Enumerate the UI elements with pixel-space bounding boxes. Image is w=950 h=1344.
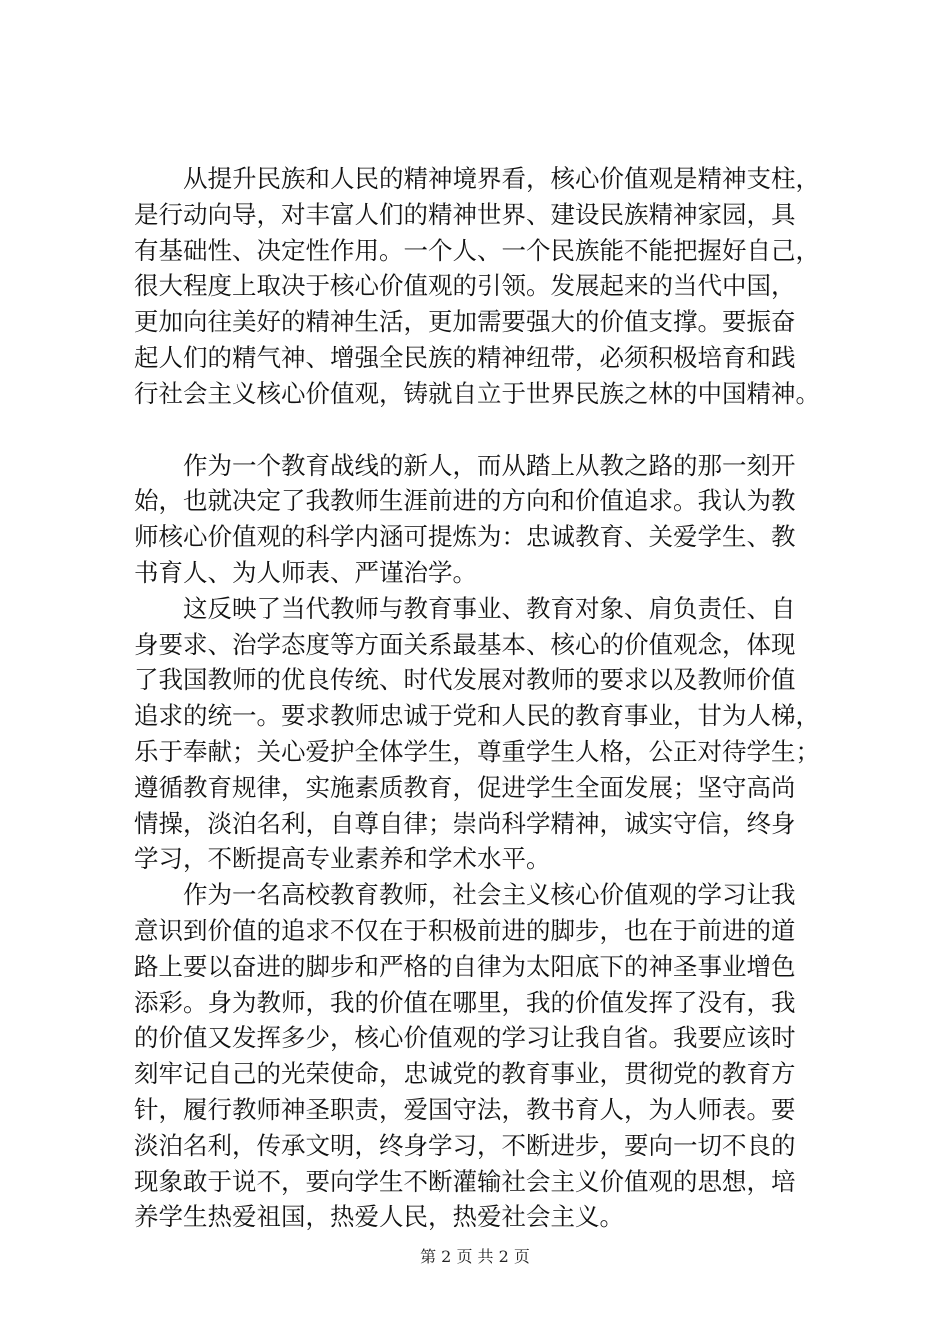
text-line: 从提升民族和人民的精神境界看，核心价值观是精神支柱， bbox=[183, 164, 820, 193]
paragraph-2 bbox=[134, 448, 850, 591]
text-line: 师核心价值观的科学内涵可提炼为：忠诚教育、关爱学生、教 bbox=[134, 522, 796, 552]
text-line: 这反映了当代教师与教育事业、教育对象、肩负责任、自 bbox=[183, 593, 796, 623]
paragraph-1 bbox=[134, 161, 850, 412]
text-line: 作为一名高校教育教师，社会主义核心价值观的学习让我 bbox=[183, 880, 796, 910]
text-line: 有基础性、决定性作用。一个人、一个民族能不能把握好自己， bbox=[134, 235, 820, 265]
text-line: 添彩。身为教师，我的价值在哪里，我的价值发挥了没有，我 bbox=[134, 987, 796, 1017]
text-line: 很大程度上取决于核心价值观的引领。发展起来的当代中国， bbox=[134, 271, 796, 301]
text-line: 起人们的精气神、增强全民族的精神纽带，必须积极培育和践 bbox=[134, 342, 796, 372]
text-line: 了我国教师的优良传统、时代发展对教师的要求以及教师价值 bbox=[134, 665, 796, 695]
text-line: 行社会主义核心价值观，铸就自立于世界民族之林的中国精神。 bbox=[134, 378, 820, 408]
text-line: 追求的统一。要求教师忠诚于党和人民的教育事业，甘为人梯， bbox=[134, 701, 820, 731]
text-line: 是行动向导，对丰富人们的精神世界、建设民族精神家园，具 bbox=[134, 199, 796, 229]
text-line: 淡泊名利，传承文明，终身学习，不断进步，要向一切不良的 bbox=[134, 1130, 796, 1160]
text-line: 书育人、为人师表、严谨治学。 bbox=[134, 557, 477, 587]
text-line: 路上要以奋进的脚步和严格的自律为太阳底下的神圣事业增色 bbox=[134, 951, 796, 981]
text-line: 的价值又发挥多少，核心价值观的学习让我自省。我要应该时 bbox=[134, 1023, 796, 1053]
text-line: 遵循教育规律，实施素质教育，促进学生全面发展；坚守高尚 bbox=[134, 772, 796, 802]
text-line: 现象敢于说不，要向学生不断灌输社会主义价值观的思想，培 bbox=[134, 1166, 796, 1196]
text-line: 学习，不断提高专业素养和学术水平。 bbox=[134, 844, 551, 874]
text-line: 情操，淡泊名利，自尊自律；崇尚科学精神，诚实守信，终身 bbox=[134, 808, 796, 838]
text-line: 作为一个教育战线的新人，而从踏上从教之路的那一刻开 bbox=[183, 450, 796, 480]
text-line: 意识到价值的追求不仅在于积极前进的脚步，也在于前进的道 bbox=[134, 915, 796, 945]
paragraph-spacer bbox=[134, 412, 850, 448]
page-footer: 第 2 页 共 2 页 bbox=[420, 1247, 530, 1266]
paragraph-3 bbox=[134, 591, 850, 877]
text-line: 始，也就决定了我教师生涯前进的方向和价值追求。我认为教 bbox=[134, 486, 796, 516]
text-line: 刻牢记自己的光荣使命，忠诚党的教育事业，贯彻党的教育方 bbox=[134, 1059, 796, 1089]
text-line: 乐于奉献；关心爱护全体学生，尊重学生人格，公正对待学生； bbox=[134, 736, 820, 766]
text-line: 针，履行教师神圣职责，爱国守法，教书育人，为人师表。要 bbox=[134, 1094, 796, 1124]
text-line: 养学生热爱祖国，热爱人民，热爱社会主义。 bbox=[134, 1202, 624, 1232]
text-line: 身要求、治学态度等方面关系最基本、核心的价值观念，体现 bbox=[134, 629, 796, 659]
text-line: 更加向往美好的精神生活，更加需要强大的价值支撑。要振奋 bbox=[134, 307, 796, 337]
document-body bbox=[134, 161, 850, 1235]
paragraph-4 bbox=[134, 877, 850, 1235]
